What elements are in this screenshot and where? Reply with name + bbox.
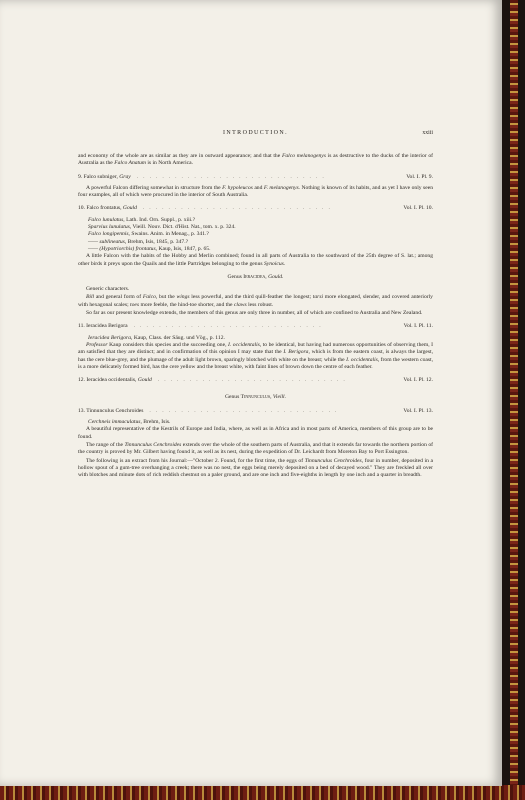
species-entry-10: 10. Falco frontatus, Gould .............................. Vol. I. Pl. 10. [78,205,433,212]
paragraph-continuation: and economy of the whole are as similar as they are in outward appearance; and that the Falco melanogenys is as destructive to the ducks of the interior of Australia as the Falco Anatum is in North America. [78,153,434,167]
species-description-11: Professor Kaup considers this species and the succeeding one, I. occidentalis, to be identical, but having had numerous opportunities of observing them, I am satisfied that they are distinct; and in confirmation of this opinion I may state that the I. Berigora, which is from the eastern coast, is always the largest, has the cere blue-grey, and the plumage of the adult light brown, sparingly blotched with white on the breast; while the I. occidentalis, from the western coast, is a more delicately formed bird, has the cere yellow and the breast white, with faint lines of brown down the centre of each feather. [78,341,433,370]
species-description-9: A powerful Falcon differing somewhat in structure from the F. hypoleucos and F. melanogenys. Nothing is known of its habits, and as yet I have only seen four examples, all of which were procured in the interior of South Australia. [78,184,433,199]
generic-characters-label: Generic characters. [86,286,130,293]
page-number: xxiii [422,130,433,136]
synonym-line: Falco lunulatus, Lath. Ind. Orn. Suppl., p. xiii.? [88,216,196,223]
species-entry-9: 9. Falco subniger, Gray .............................. Vol. I. Pl. 9. [78,173,433,180]
genus-heading-ieracidea: Genus Ieracidea, Gould. [227,273,284,280]
species-range-13: The range of the Tinnunculus Cenchroides extends over the whole of the southern parts of Australia, and that it extends far towards the northern portion of the country is proved by Mr. Gilbert having found it, as well as its nest, during the expedition of Dr. Leichardt from Moreton Bay to Port Essington. [78,441,434,456]
species-entry-11: 11. Ieracidea Berigora .............................. Vol. I. Pl. 11. [78,323,433,330]
plate-reference: Vol. I. Pl. 12. [403,377,433,384]
plate-reference: Vol. I. Pl. 10. [403,205,433,212]
synonym-line: Ieracidea Berigora, Kaup, Class. der Säug. und Vög., p. 112. [88,334,225,341]
page-title: INTRODUCTION. [222,130,289,136]
synonym-line: Falco longipennis, Swains. Anim. in Menag., p. 341.? [88,231,209,238]
synonym-line: Sparvius lunulatus, Vieill. Nouv. Dict. d'Hist. Nat., tom. x. p. 324. [88,224,236,231]
synonym-line: —— sublineatus, Brehm, Isis, 1845, p. 347.? [88,238,189,245]
plate-reference: Vol. I. Pl. 13. [403,407,433,414]
species-description-10: A little Falcon with the habits of the Hobby and Merlin combined; found in all parts of Australia to the southward of the 25th degree of S. lat.; among other birds it preys upon the Quails and the little Partridges belonging to the genus Synoicus. [78,253,433,267]
synonym-line: Cerchneis immaculatus, Brehm, Isis. [88,419,171,426]
species-description-13: A beautiful representative of the Kestrils of Europe and India, where, as well as in Africa and in most parts of America, members of this group are to be found. [78,426,433,440]
journal-extract-13: The following is an extract from his Journal:—"October 2. Found, for the first time, the eggs of Tinnunculus Cenchroides, four in number, deposited in a hollow spout of a gum-tree overhanging a creek; there was no nest, the eggs being merely deposited on a bed of decayed wood." They are freckled all over with blotches and minute dots of rich reddish chestnut on a paler ground, and are one inch and five-eighths in length by one inch and a quarter in breadth. [78,457,433,479]
gilt-binding-edge [510,0,518,800]
genus-heading-tinnunculus: Genus Tinnunculus, Vieill. [224,394,287,401]
plate-reference: Vol. I. Pl. 11. [403,323,433,330]
page-content [78,130,433,480]
synonym-line: —— (Hypotriorchis) frontatus, Kaup, Isis, 1847, p. 65. [88,245,211,252]
marbled-bottom-edge [0,785,525,800]
species-entry-13: 13. Tinnunculus Cenchroides .............................. Vol. I. Pl. 13. [78,407,433,414]
plate-reference: Vol. I. Pl. 9. [406,173,433,180]
generic-characters-text: Bill and general form of Falco, but the wings less powerful, and the third quill-feather the longest; tarsi more elongated, slender, and covered anteriorly with hexagonal scales; toes more feeble, the hind-toe shorter, and the claws less robust. [78,294,433,308]
genus-note: So far as our present knowledge extends, the members of this genus are only three in number, all of which are confined to Australia and New Zealand. [86,310,423,317]
species-entry-12: 12. Ieracidea occidentalis, Gould .............................. Vol. I. Pl. 12. [78,377,433,384]
running-header [78,130,433,140]
